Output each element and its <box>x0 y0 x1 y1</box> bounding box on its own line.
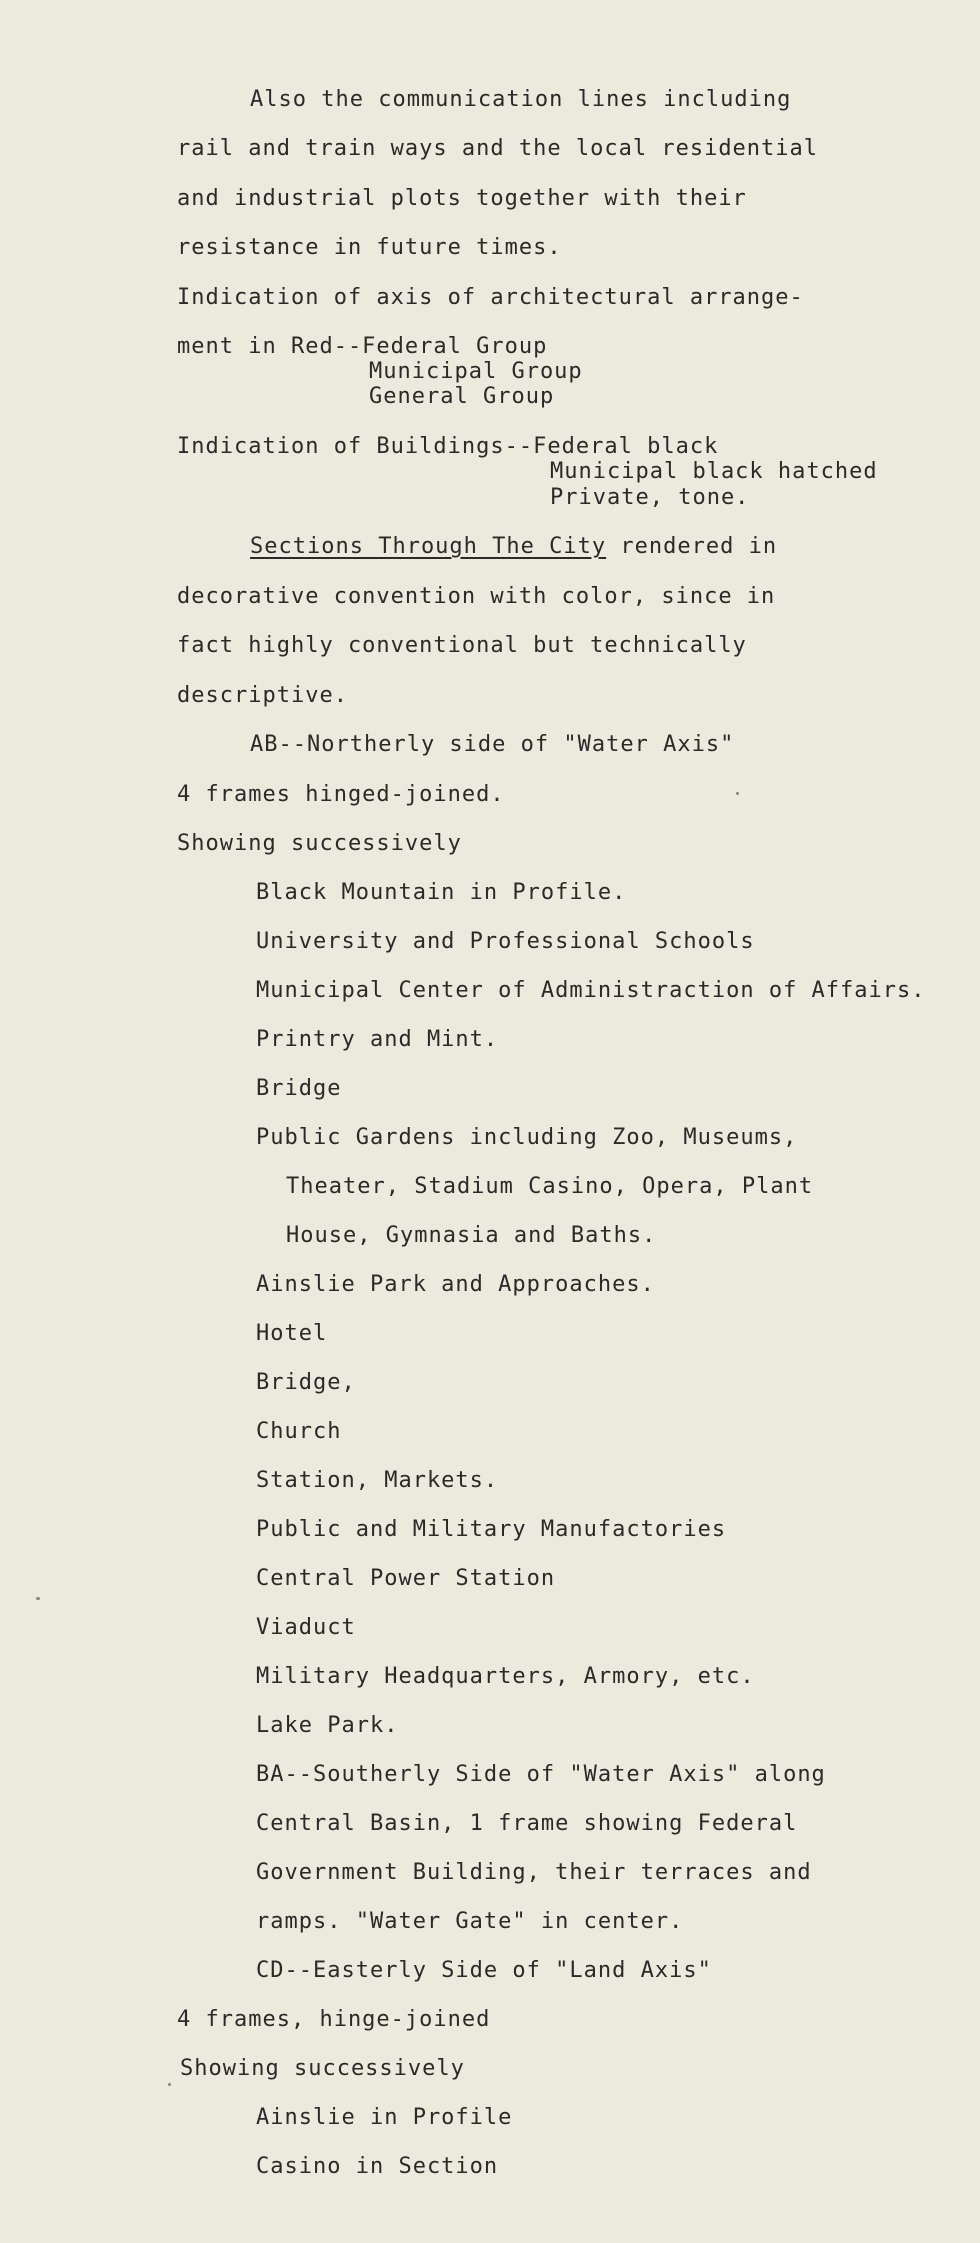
text-line: decorative convention with color, since in <box>177 584 776 609</box>
text-line: rail and train ways and the local residential <box>177 136 819 161</box>
paper-speck <box>736 792 739 795</box>
list-item: Military Headquarters, Armory, etc. <box>256 1664 755 1689</box>
text-line: Showing successively <box>180 2056 465 2081</box>
text-line <box>250 534 777 560</box>
list-item: Lake Park. <box>256 1713 399 1738</box>
text-line: fact highly conventional but technically <box>177 633 747 658</box>
list-item: Ainslie in Profile <box>256 2105 513 2130</box>
list-item: Station, Markets. <box>256 1468 499 1493</box>
text-line: Also the communication lines including <box>250 87 792 112</box>
list-item: Ainslie Park and Approaches. <box>256 1272 655 1297</box>
text-line: Showing successively <box>177 831 462 856</box>
sections-heading: Sections Through The City <box>250 534 607 559</box>
list-item: House, Gymnasia and Baths. <box>286 1223 657 1248</box>
text-line: Municipal black hatched <box>550 459 878 484</box>
text-line: 4 frames hinged-joined. <box>177 782 505 807</box>
sections-heading-rest: rendered in <box>606 534 778 559</box>
text-line: ramps. "Water Gate" in center. <box>256 1909 684 1934</box>
list-item: Public Gardens including Zoo, Museums, <box>256 1125 798 1150</box>
list-item: Viaduct <box>256 1615 356 1640</box>
list-item: Municipal Center of Administraction of Affairs. <box>256 978 926 1003</box>
text-line: AB--Northerly side of "Water Axis" <box>250 732 735 757</box>
text-line: and industrial plots together with their <box>177 186 747 211</box>
list-item: Printry and Mint. <box>256 1027 499 1052</box>
text-line: Indication of axis of architectural arrange- <box>177 285 804 310</box>
list-item: Theater, Stadium Casino, Opera, Plant <box>286 1174 814 1199</box>
list-item: Casino in Section <box>256 2154 499 2179</box>
paper-speck <box>36 1597 40 1600</box>
list-item: Central Power Station <box>256 1566 556 1591</box>
text-line: 4 frames, hinge-joined <box>177 2007 491 2032</box>
text-line: Government Building, their terraces and <box>256 1860 812 1885</box>
text-line: ment in Red--Federal Group <box>177 334 548 359</box>
text-line: Indication of Buildings--Federal black <box>177 434 719 459</box>
text-line: Central Basin, 1 frame showing Federal <box>256 1811 798 1836</box>
text-line: Private, tone. <box>550 485 750 510</box>
list-item: Church <box>256 1419 342 1444</box>
paper-speck <box>168 2083 171 2086</box>
list-item: University and Professional Schools <box>256 929 755 954</box>
list-item: Black Mountain in Profile. <box>256 880 627 905</box>
text-line: BA--Southerly Side of "Water Axis" along <box>256 1762 826 1787</box>
list-item: Bridge, <box>256 1370 356 1395</box>
text-line: resistance in future times. <box>177 235 562 260</box>
text-line: General Group <box>369 384 555 409</box>
text-line: Municipal Group <box>369 359 583 384</box>
list-item: Bridge <box>256 1076 342 1101</box>
list-item: Hotel <box>256 1321 328 1346</box>
list-item: Public and Military Manufactories <box>256 1517 727 1542</box>
text-line: descriptive. <box>177 683 348 708</box>
text-line: CD--Easterly Side of "Land Axis" <box>256 1958 712 1983</box>
